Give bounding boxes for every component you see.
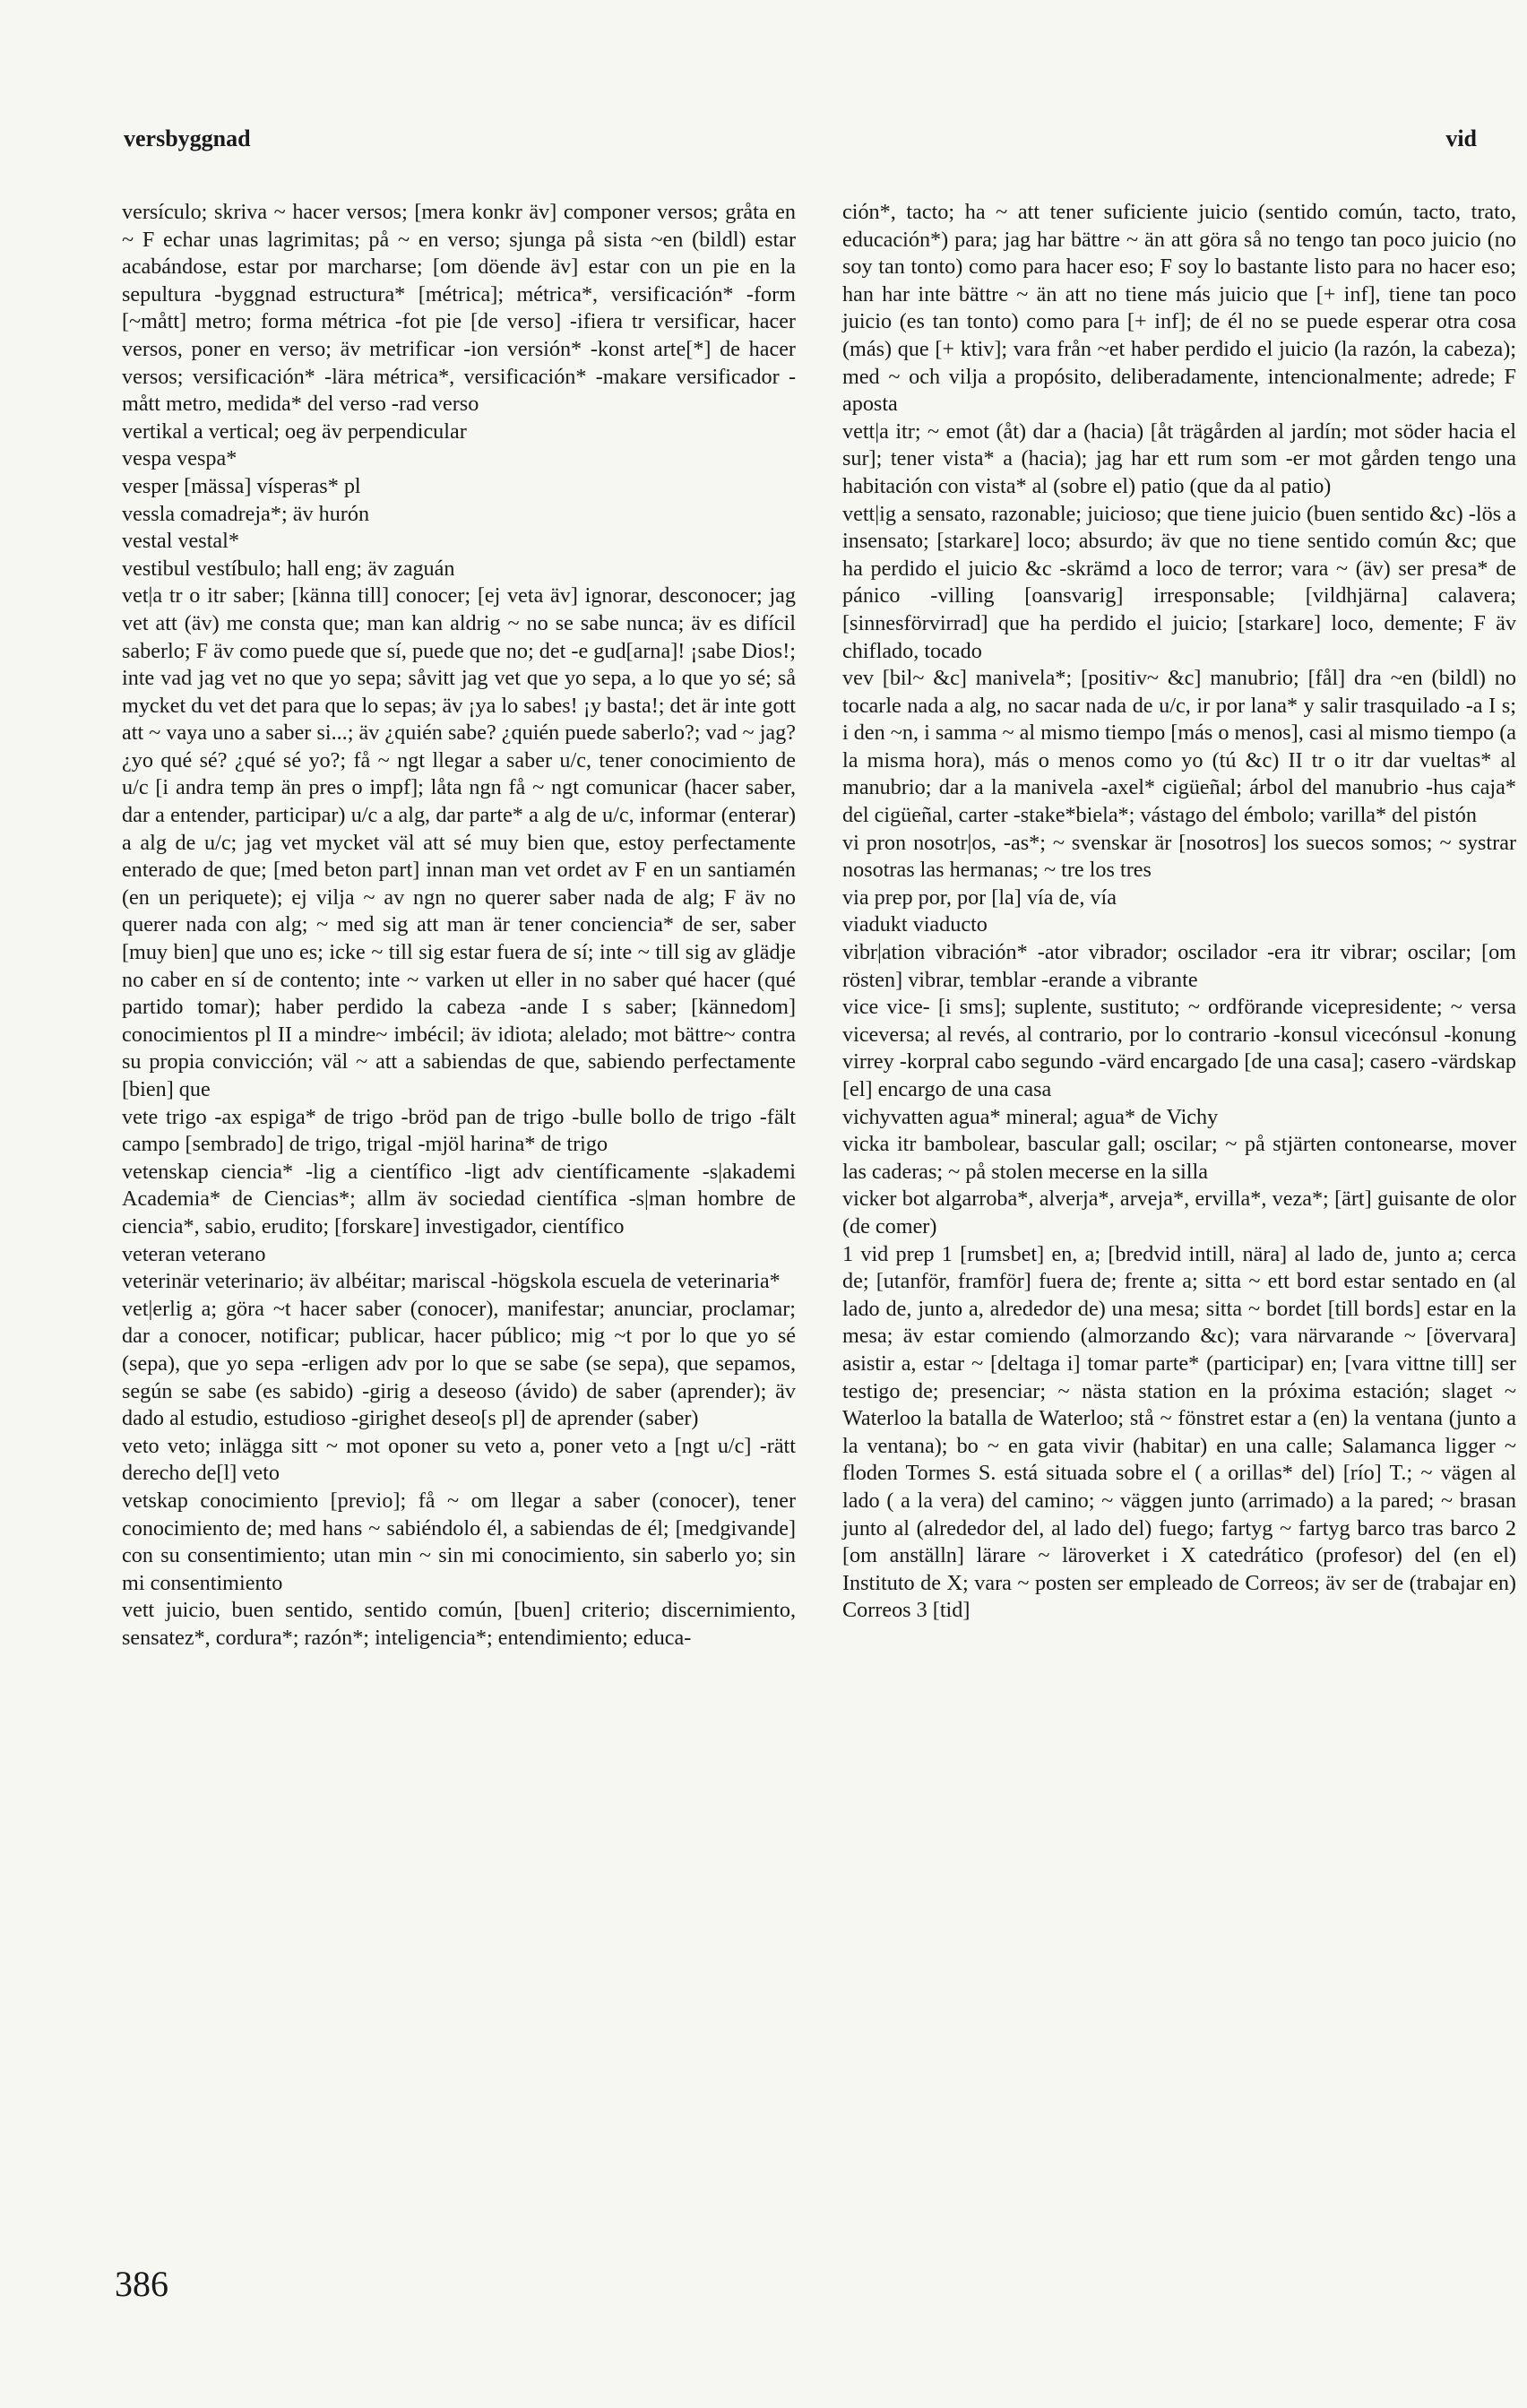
entry: veteran veterano (122, 1241, 266, 1266)
entry: via prep por, por [la] vía de, vía (842, 885, 1117, 910)
entry: veto veto; inlägga sitt ~ mot oponer su veto a, poner veto a [ngt u/c] -rätt derecho de[l] veto (122, 1433, 796, 1486)
entry: vet|erlig a; göra ~t hacer saber (conocer), manifestar; anunciar, proclamar; dar a conocer, notificar; publicar, hacer público; mig ~t por lo que yo sé (sepa), que yo sepa -erligen adv por lo que se sabe (se sepa), que sepamos, según se sabe (es sabido) -girig a deseoso (ávido) de saber (aprender); äv dado al estudio, estudioso -girighet deseo[s pl] de aprender (saber) (122, 1296, 796, 1431)
entry: vev [bil~ &c] manivela*; [positiv~ &c] manubrio; [fål] dra ~en (bildl) no tocarle nada a alg, no sacar nada de u/c, ir por lana* y salir trasquilado -a I s; i den ~n, i samma ~ al mismo tiempo [más o menos], casi al mismo tiempo (a la misma hora), más o menos como yo (tú &c) II tr o itr dar vueltas* al manubrio; dar a la manivela -axel* cigüeñal; árbol del manubrio -hus caja* del cigüeñal, carter -stake*biela*; vástago del émbolo; varilla* del pistón (842, 666, 1516, 828)
entry: vertikal a vertical; oeg äv perpendicular (122, 419, 467, 444)
entry: vesper [mässa] vísperas* pl (122, 473, 361, 498)
page-number: 386 (115, 2264, 168, 2304)
page-header (124, 125, 1477, 158)
right-column (842, 199, 1516, 1625)
entry: vichyvatten agua* mineral; agua* de Vichy (842, 1104, 1219, 1129)
entry: vestal vestal* (122, 529, 239, 554)
entry: 1 vid prep 1 [rumsbet] en, a; [bredvid intill, nära] al lado de, junto a; cerca de; [utanför, framför] fuera de; frente a; sitta ~ ett bord estar sentado en (al lado de, junto a, alrededor de) una mesa; sitta ~ bordet [till bords] estar en la mesa; äv estar comiendo (almorzando &c); vara närvarande ~ [övervara] asistir a, estar ~ [deltaga i] tomar parte* (participar) en; [vara vittne till] ser testigo de; presenciar; ~ nästa station en la próxima estación; slaget ~ Waterloo la batalla de Waterloo; stå ~ fönstret estar a (en) la ventana (junto a la ventana); bo ~ en gata vivir (habitar) en una calle; Salamanca ligger ~ floden Tormes S. está situada sobre el ( a orillas* del) [río] T.; ~ vägen al lado ( a la vera) del camino; ~ väggen junto (arrimado) a la pared; ~ brasan junto al (alrededor del, al lado del) fuego; fartyg ~ fartyg barco tras barco 2 [om anställn] lärare ~ läroverket i X catedrático (profesor) del (en el) Instituto de X; vara ~ posten ser empleado de Correos; äv ser de (trabajar en) Correos 3 [tid] (842, 1241, 1516, 1623)
header-guide-word-left: versbyggnad (124, 125, 251, 151)
entry: vespa vespa* (122, 446, 237, 471)
entry: vetenskap ciencia* -lig a científico -ligt adv científicamente -s|akademi Academia* de Ciencias*; allm äv sociedad científica -s|man hombre de ciencia*, sabio, erudito; [forskare] investigador, científico (122, 1159, 796, 1239)
entry: vestibul vestíbulo; hall eng; äv zaguán (122, 556, 455, 581)
entry: vet|a tr o itr saber; [känna till] conocer; [ej veta äv] ignorar, desconocer; jag vet att (äv) me consta que; man kan aldrig ~ no se sabe nunca; äv es difícil saberlo; F äv como puede que sí, puede que no; det -e gud[arna]! ¡sabe Dios!; inte vad jag vet no que yo sepa; såvitt jag vet que yo sepa, a lo que yo sé; så mycket du vet det para que lo sepas; äv ¡ya lo sabes! ¡y basta!; det är inte gott att ~ vaya uno a saber si...; äv ¿quién sabe? ¿quién puede saberlo?; vad ~ jag? ¿yo qué sé? ¿qué sé yo?; få ~ ngt llegar a saber u/c, tener conocimiento de u/c [i andra temp än pres o impf]; låta ngn få ~ ngt comunicar (hacer saber, dar a entender, participar) u/c a alg, dar parte* a alg de u/c, informar (enterar) a alg de u/c; jag vet mycket väl att sé muy bien que, estoy perfectamente enterado de que; [med beton part] innan man vet ordet av F en un santiamén (en un periquete); ej vilja ~ av ngn no querer saber nada de alg; F äv no querer nada con alg; ~ med sig att man är tener conciencia* de ser, saber [muy bien] que uno es; icke ~ till sig estar fuera de sí; inte ~ till sig av glädje no caber en sí de contento; inte ~ varken ut eller in no saber qué hacer (qué partido tomar); haber perdido la cabeza -ande I s saber; [kännedom] conocimientos pl II a mindre~ imbécil; äv idiota; alelado; mot bättre~ contra su propia convicción; väl ~ att a sabiendas de que, sabiendo perfectamente [bien] que (122, 583, 796, 1101)
entry: vibr|ation vibración* -ator vibrador; oscilador -era itr vibrar; oscilar; [om rösten] vibrar, temblar -erande a vibrante (842, 940, 1516, 992)
entry: vessla comadreja*; äv hurón (122, 501, 370, 526)
entry: versículo; skriva ~ hacer versos; [mera konkr äv] componer versos; gråta en ~ F echar unas lagrimitas; på ~ en verso; sjunga på sista ~en (bildl) estar acabándose, estar por marcharse; [om döende äv] estar con un pie en la sepultura -byggnad estructura* [métrica]; métrica*, versificación* -form [~mått] metro; forma métrica -fot pie [de verso] -ifiera tr versificar, hacer versos, poner en verso; äv metrificar -ion versión* -konst arte[*] de hacer versos; versificación* -lära métrica*, versificación* -makare versificador -mått metro, medida* del verso -rad verso (122, 200, 796, 417)
entry: vett|a itr; ~ emot (åt) dar a (hacia) [åt trägården al jardín; mot söder hacia el sur]; tener vista* a (hacia); jag har ett rum som -er mot gården tengo una habitación con vista* al (sobre el) patio (que da al patio) (842, 419, 1516, 498)
header-guide-word-right: vid (1445, 125, 1477, 151)
entry: vi pron nosotr|os, -as*; ~ svenskar är [nosotros] los suecos somos; ~ systrar nosotras las hermanas; ~ tre los tres (842, 830, 1516, 883)
entry: viadukt viaducto (842, 912, 988, 937)
entry: vetskap conocimiento [previo]; få ~ om llegar a saber (conocer), tener conocimiento de; med hans ~ sabiéndolo él, a sabiendas de él; [medgivande] con su consentimiento; utan min ~ sin mi conocimiento, sin saberlo yo; sin mi consentimiento (122, 1488, 796, 1595)
entry: ción*, tacto; ha ~ att tener suficiente juicio (sentido común, tacto, trato, educación*) para; jag har bättre ~ än att göra så no tengo tan poco juicio (no soy tan tonto) como para hacer eso; F soy lo bastante listo para no hacer eso; han har inte bättre ~ än att no tiene más juicio que [+ inf], tiene tan poco juicio (es tan tonto) como para [+ inf]; de él no se puede esperar otra cosa (más) que [+ ktiv]; vara från ~et haber perdido el juicio (la razón, la cabeza); med ~ och vilja a propósito, deliberadamente, intencionalmente; adrede; F aposta (842, 200, 1516, 417)
entry: vicker bot algarroba*, alverja*, arveja*, ervilla*, veza*; [ärt] guisante de olor (de comer) (842, 1187, 1516, 1239)
entry: vicka itr bambolear, bascular gall; oscilar; ~ på stjärten contonearse, mover las caderas; ~ på stolen mecerse en la silla (842, 1132, 1516, 1184)
entry: vett juicio, buen sentido, sentido común, [buen] criterio; discernimiento, sensatez*, cordura*; razón*; inteligencia*; entendimiento; educa- (122, 1598, 796, 1650)
entry: vice vice- [i sms]; suplente, sustituto; ~ ordförande vicepresidente; ~ versa viceversa; al revés, al contrario, por lo contrario -konsul vicecónsul -konung virrey -korpral cabo segundo -värd encargado [de una casa]; casero -värdskap [el] encargo de una casa (842, 995, 1516, 1101)
left-column (122, 199, 796, 1652)
entry: vett|ig a sensato, razonable; juicioso; que tiene juicio (buen sentido &c) -lös a insensato; [starkare] loco; absurdo; äv que no tiene sentido común &c; que ha perdido el juicio &c -skrämd a loco de terror; vara ~ (äv) ser presa* de pánico -villing [oansvarig] irresponsable; [vildhjärna] calavera; [sinnesförvirrad] que ha perdido el juicio; [starkare] loco, demente; F äv chiflado, tocado (842, 501, 1516, 663)
entry: veterinär veterinario; äv albéitar; mariscal -högskola escuela de veterinaria* (122, 1269, 781, 1294)
entry: vete trigo -ax espiga* de trigo -bröd pan de trigo -bulle bollo de trigo -fält campo [sembrado] de trigo, trigal -mjöl harina* de trigo (122, 1104, 796, 1157)
